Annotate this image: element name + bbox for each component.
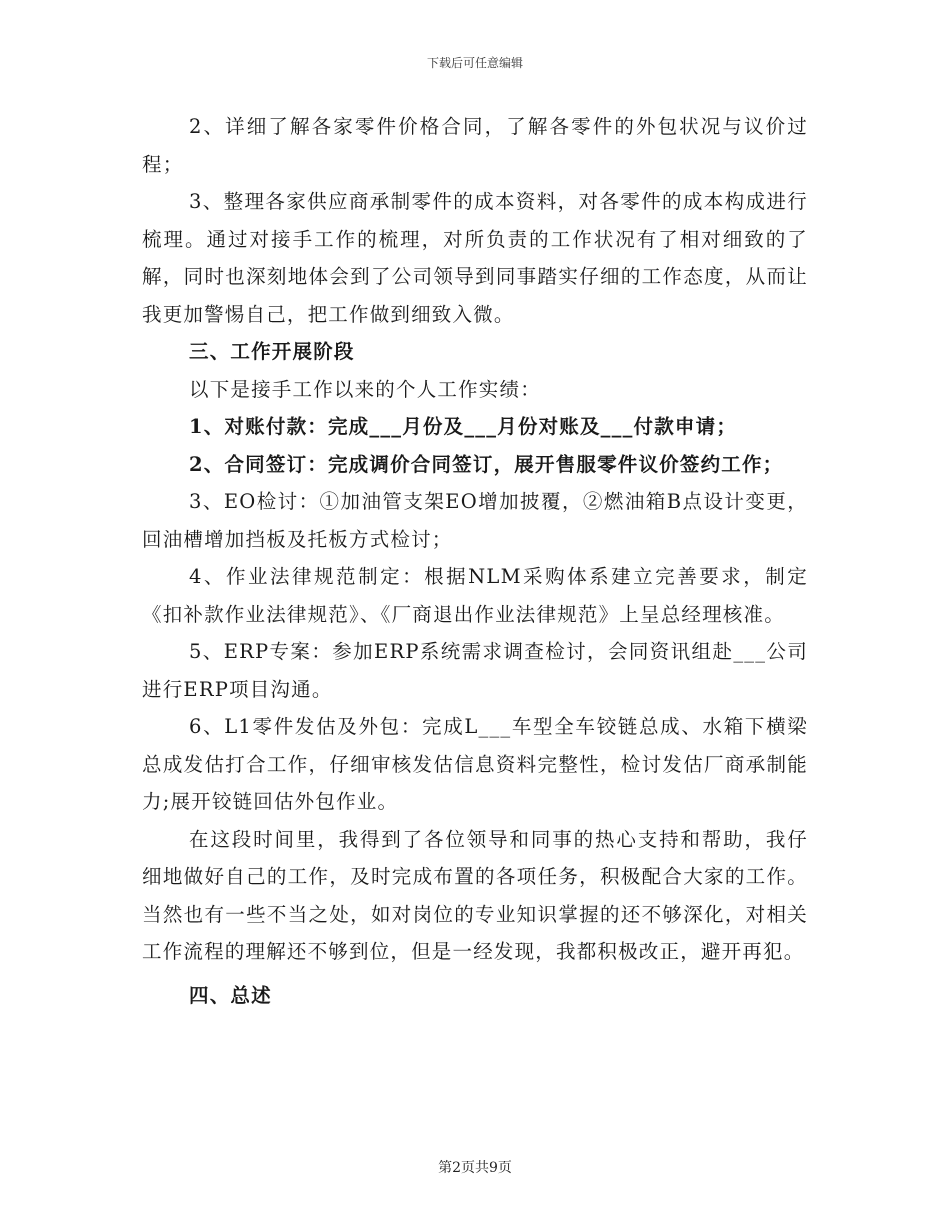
achievement-item-4: 4、作业法律规范制定：根据NLM采购体系建立完善要求，制定《扣补款作业法律规范》、《厂商退出作业法律规范》上呈总经理核准。 (142, 565, 808, 626)
document-body (142, 108, 808, 1014)
paragraph-reflection: 在这段时间里，我得到了各位领导和同事的热心支持和帮助，我仔细地做好自己的工作，及时完成布置的各项任务，积极配合大家的工作。当然也有一些不当之处，如对岗位的专业知识掌握的还不够深化，对相关工作流程的理解还不够到位，但是一经发现，我都积极改正，避开再犯。 (142, 827, 808, 963)
achievement-item-3: 3、EO检讨：①加油管支架EO增加披覆，②燃油箱B点设计变更，回油槽增加挡板及托板方式检讨； (142, 490, 808, 551)
achievement-item-5: 5、ERP专案：参加ERP系统需求调查检讨，会同资讯组赴___公司进行ERP项目沟通。 (142, 640, 808, 701)
paragraph-intro: 以下是接手工作以来的个人工作实绩： (189, 377, 541, 401)
page-header-note: 下载后可任意编辑 (426, 56, 523, 70)
achievement-item-1: 1、对账付款：完成___月份及___月份对账及___付款申请； (189, 415, 738, 438)
paragraph-item-2: 2、详细了解各家零件价格合同，了解各零件的外包状况与议价过程； (142, 115, 808, 176)
page-number: 第2页共9页 (438, 1160, 512, 1176)
paragraph-item-3: 3、整理各家供应商承制零件的成本资料，对各零件的成本构成进行梳理。通过对接手工作的梳理，对所负责的工作状况有了相对细致的了解，同时也深刻地体会到了公司领导到同事踏实仔细的工作态度，从而让我更加警惕自己，把工作做到细致入微。 (142, 190, 808, 326)
section-heading-3: 三、工作开展阶段 (189, 340, 355, 363)
section-heading-4: 四、总述 (189, 983, 272, 1007)
achievement-item-2: 2、合同签订：完成调价合同签订，展开售服零件议价签约工作； (189, 452, 784, 476)
achievement-item-6: 6、L1零件发估及外包：完成L___车型全车铰链总成、水箱下横梁总成发估打合工作，仔细审核发估信息资料完整性，检讨发估厂商承制能力;展开铰链回估外包作业。 (142, 715, 808, 813)
